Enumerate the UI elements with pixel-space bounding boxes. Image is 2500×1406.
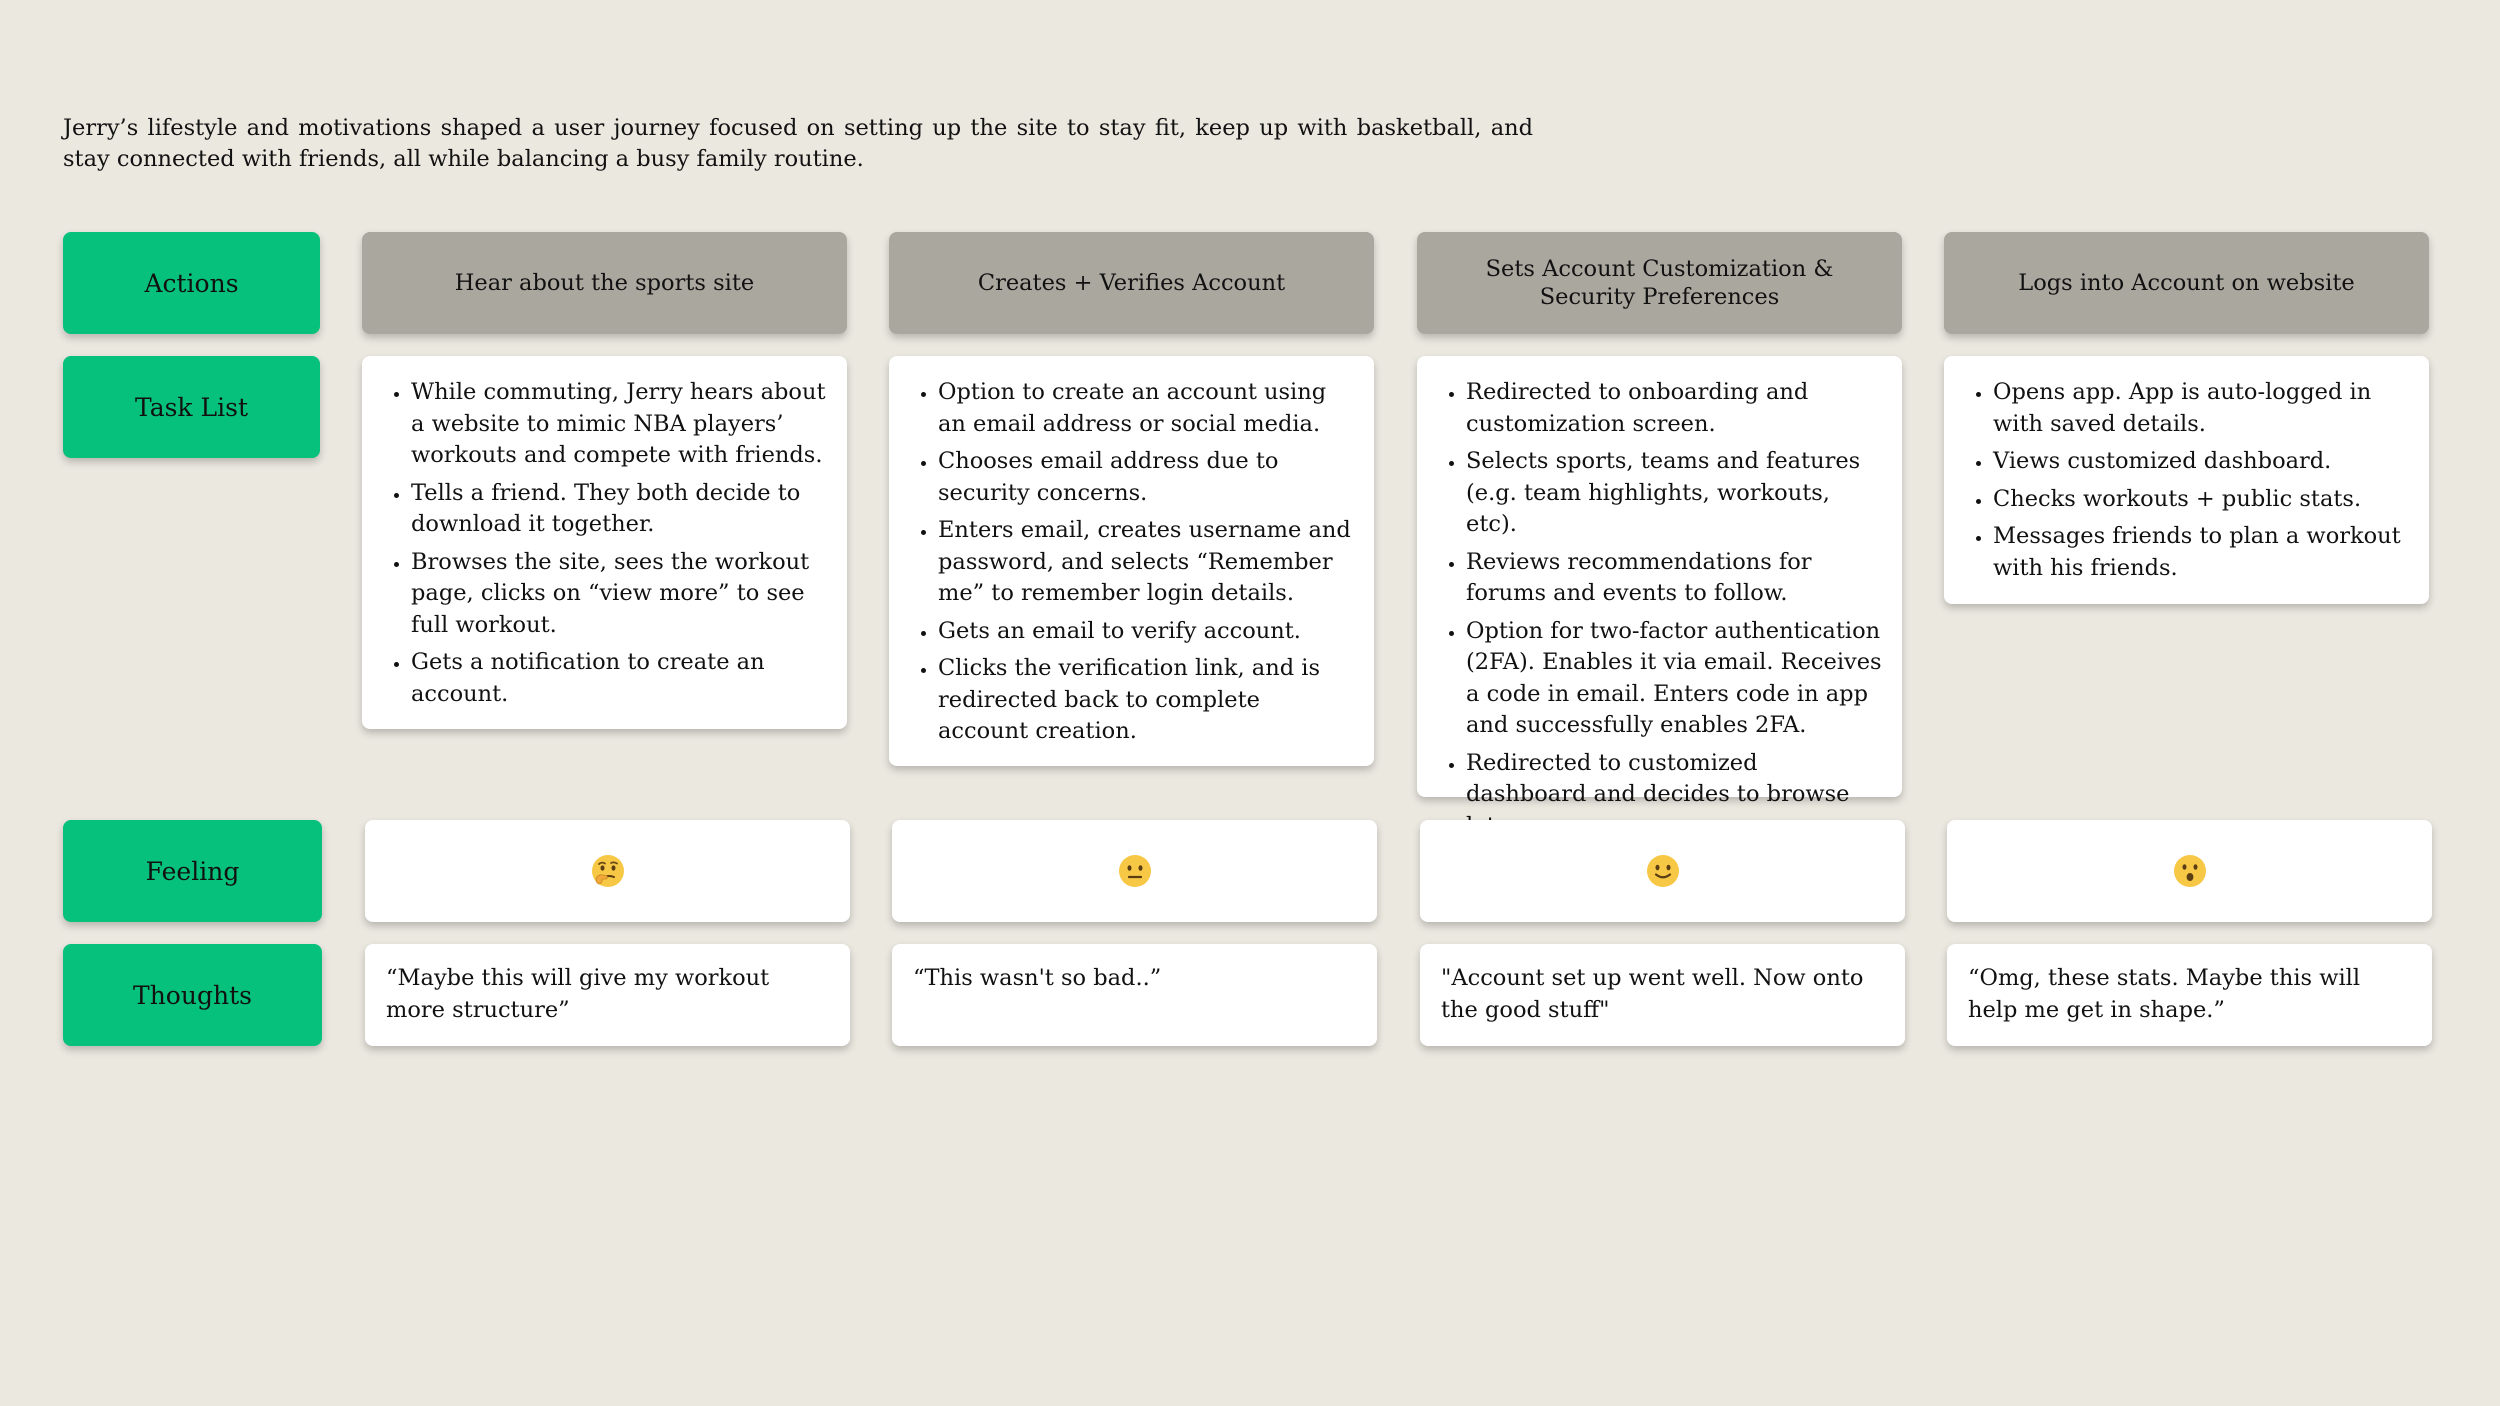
task-item: • Checks workouts + public stats.	[1993, 484, 2409, 516]
thought-card-2: “This wasn't so bad..”	[892, 944, 1377, 1046]
task-item: • Redirected to onboarding and customization screen.	[1466, 377, 1882, 440]
task-item: • Option for two-factor authentication (2FA). Enables it via email. Receives a code in email. Enters code in app and successfully enables 2FA.	[1466, 616, 1882, 742]
feeling-card-3	[1420, 820, 1905, 922]
task-item: • Browses the site, sees the workout page, clicks on “view more” to see full workout.	[411, 547, 827, 642]
row-label-thoughts: Thoughts	[63, 944, 322, 1046]
row-label-task-list: Task List	[63, 356, 320, 458]
task-list-2	[889, 356, 1374, 748]
task-list-4	[1944, 356, 2429, 584]
task-item: • Clicks the verification link, and is redirected back to complete account creation.	[938, 653, 1354, 748]
feeling-card-2	[892, 820, 1377, 922]
task-item: • Opens app. App is auto-logged in with saved details.	[1993, 377, 2409, 440]
feeling-card-1	[365, 820, 850, 922]
task-list-card-3	[1417, 356, 1902, 807]
task-item: • Views customized dashboard.	[1993, 446, 2409, 478]
task-item: • Enters email, creates username and password, and selects “Remember me” to remember login details.	[938, 515, 1354, 610]
task-item: • While commuting, Jerry hears about a website to mimic NBA players’ workouts and compete with friends.	[411, 377, 827, 472]
task-list-card-1	[362, 356, 847, 729]
task-item: • Chooses email address due to security concerns.	[938, 446, 1354, 509]
task-list-3	[1417, 356, 1902, 842]
task-item: • Option to create an account using an email address or social media.	[938, 377, 1354, 440]
action-header-4: Logs into Account on website	[1944, 232, 2429, 334]
task-item: • Gets an email to verify account.	[938, 616, 1354, 648]
task-item: • Messages friends to plan a workout with his friends.	[1993, 521, 2409, 584]
task-item: • Selects sports, teams and features (e.g. team highlights, workouts, etc).	[1466, 446, 1882, 541]
task-list-card-2	[889, 356, 1374, 766]
feeling-card-4	[1947, 820, 2432, 922]
action-header-2: Creates + Verifies Account	[889, 232, 1374, 334]
neutral-face-icon	[1117, 853, 1153, 889]
task-item: • Tells a friend. They both decide to download it together.	[411, 478, 827, 541]
task-list-card-4	[1944, 356, 2429, 604]
thought-card-3: "Account set up went well. Now onto the good stuff"	[1420, 944, 1905, 1046]
thought-card-4: “Omg, these stats. Maybe this will help me get in shape.”	[1947, 944, 2432, 1046]
thought-card-1: “Maybe this will give my workout more structure”	[365, 944, 850, 1046]
thinking-face-icon	[590, 853, 626, 889]
task-item: • Gets a notification to create an account.	[411, 647, 827, 710]
task-item: • Redirected to customized dashboard and decides to browse	[1466, 748, 1882, 843]
task-item: • Reviews recommendations for forums and events to follow.	[1466, 547, 1882, 610]
intro-paragraph: Jerry’s lifestyle and motivations shaped a user journey focused on setting up the site to stay fit, keep up with basketball, and stay connected with friends, all while balancing a busy family routine.	[63, 115, 1533, 172]
task-list-1	[362, 356, 847, 710]
action-header-1: Hear about the sports site	[362, 232, 847, 334]
action-header-3: Sets Account Customization & Security Preferences	[1417, 232, 1902, 334]
surprised-face-icon	[2172, 853, 2208, 889]
slightly-smiling-face-icon	[1645, 853, 1681, 889]
row-label-actions: Actions	[63, 232, 320, 334]
row-label-feeling: Feeling	[63, 820, 322, 922]
